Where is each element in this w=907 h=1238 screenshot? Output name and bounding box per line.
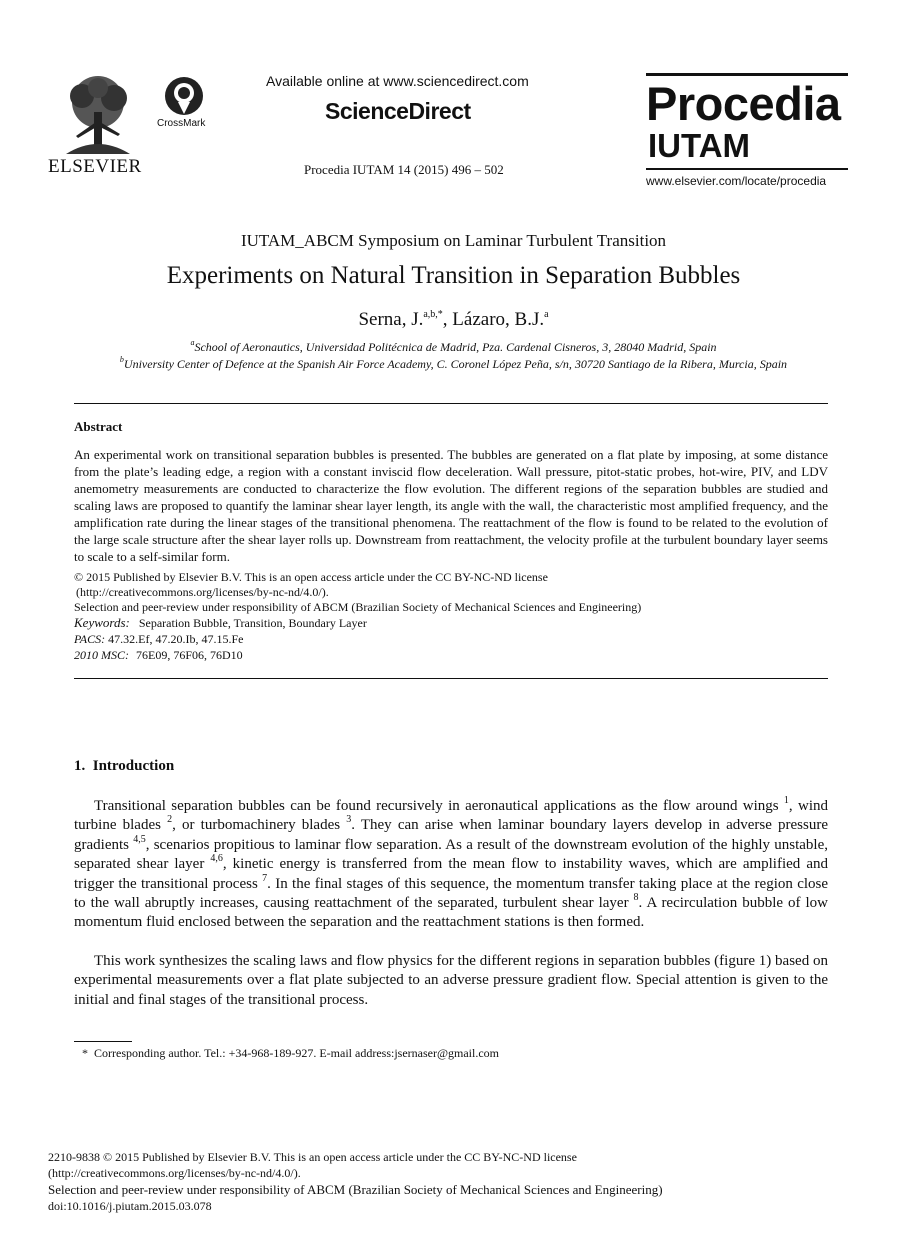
symposium-name: IUTAM_ABCM Symposium on Laminar Turbulent Transition [240,231,667,250]
available-online-text: Available online at www.sciencedirect.com [266,73,529,89]
keywords-label: Keywords: [74,615,130,630]
abstract-license-link[interactable]: (http://creativecommons.org/licenses/by-nc-nd/4.0/). [76,585,329,599]
affil-b-mark: b [119,355,124,364]
sciencedirect-wordmark[interactable]: ScienceDirect [325,98,471,124]
p1-text-8: . A recirculation bubble of low momentum fluid enclosed between the separation and the reattachment stations is then formed. [74,895,828,931]
keywords-value: Separation Bubble, Transition, Boundary Layer [138,616,367,630]
journal-citation: Procedia IUTAM 14 (2015) 496 – 502 [304,162,504,177]
footnote-corresponding-author [82,1046,499,1061]
affiliation-a [0,340,907,355]
abstract-peer-review: Selection and peer-review under responsibility of ABCM (Brazilian Society of Mechanical Sciences and Engineering) [74,600,642,614]
author-separator: , [442,309,453,330]
elsevier-tree-logo [52,74,144,158]
abstract-top-rule [74,403,828,404]
journal-top-rule [646,73,848,76]
crossmark-label: CrossMark [157,118,206,129]
journal-name-procedia: Procedia [646,77,841,130]
intro-paragraph-1 [74,797,828,933]
p1-text-3: , or turbomachinery blades [172,817,347,834]
crossmark-icon[interactable] [162,76,206,116]
abstract-body: An experimental work on transitional separation bubbles is presented. The bubbles are generated on a flat plate by imposing, at some distance from the plate’s leading edge, a region with a constant inviscid flow deceleration. Wall pressure, pitot-static probes, hot-wire, PIV, and LDV anemometry measurements are conducted to characterize the flow evolution. The different regions of the separation bubbles are studied and scaling laws are proposed to quantify the laminar shear layer length, its angle with the wall, the characteristic most amplified frequency, and the amplification rate during the linear stages of the transitional phenomena. The reattachment of the flow is found to be related to the evolution of the large scale structure after the shear layer rolls up. Downstream from reattachment, the velocity profile at the turbulent boundary layer seems to scale to a self-similar form. [74,447,828,564]
footer-license-link[interactable]: (http://creativecommons.org/licenses/by-nc-nd/4.0/). [48,1166,301,1180]
abstract-heading: Abstract [74,419,123,434]
ref-4-6[interactable]: 4,6 [210,853,223,865]
journal-url[interactable]: www.elsevier.com/locate/procedia [646,174,827,188]
ref-2[interactable]: 2 [167,814,173,826]
footnote-text: Corresponding author. Tel.: +34-968-189-927. E-mail address:jsernaser@gmail.com [94,1046,500,1060]
author-1-affil: a,b,* [423,308,443,320]
journal-bottom-rule [646,168,848,170]
pacs-label: PACS: [74,632,106,646]
paper-title: Experiments on Natural Transition in Separation Bubbles [166,262,741,289]
journal-name-iutam: IUTAM [648,127,751,164]
publisher-wordmark: ELSEVIER [48,156,142,177]
affiliation-b [0,357,907,372]
p1-text-6: , kinetic energy is transferred from the mean flow to instability waves, which are amplified and trigger the transitional process [74,856,828,892]
author-2-affil: a [544,308,549,320]
section-heading-introduction: 1. Introduction [74,758,175,774]
affil-a-text: School of Aeronautics, Universidad Politécnica de Madrid, Pza. Cardenal Cisneros, 3, 28040 Madrid, Spain [194,340,717,354]
footer-doi[interactable]: doi:10.1016/j.piutam.2015.03.078 [48,1199,212,1213]
ref-8[interactable]: 8 [633,892,639,904]
ref-1[interactable]: 1 [783,795,789,806]
keywords-line [74,615,367,631]
msc-line [74,648,243,663]
ref-3[interactable]: 3 [346,814,352,826]
msc-label: 2010 MSC: [74,648,129,662]
abstract-copyright: © 2015 Published by Elsevier B.V. This is an open access article under the CC BY-NC-ND license [74,570,548,584]
p1-text-4: . They can arise when laminar boundary layers develop in adverse pressure gradients [74,817,829,853]
footer-issn: 2210-9838 © 2015 Published by Elsevier B.V. This is an open access article under the CC BY-NC-ND license [48,1150,577,1164]
p1-text-2: , wind turbine blades [74,798,828,834]
authors [0,309,907,331]
p1-text-7: . In the final stages of this sequence, the momentum transfer taking place at the region close to the wall abruptly increases, causing reattachment of the separated, turbulent shear layer [74,875,829,912]
affil-a-mark: a [190,338,195,347]
footnote-rule [74,1041,132,1042]
author-2: Lázaro, B.J. [452,309,545,330]
ref-4-5[interactable]: 4,5 [133,833,146,845]
pacs-value: 47.32.Ef, 47.20.Ib, 47.15.Fe [108,632,244,646]
affil-b-text: University Center of Defence at the Spanish Air Force Academy, C. Coronel López Peña, s/n, 30720 Santiago de la Ribera, Murcia, Spain [123,357,788,371]
ref-7[interactable]: 7 [262,872,268,884]
abstract-bottom-rule [74,678,828,679]
author-1: Serna, J. [358,309,424,330]
footnote-mark: * [82,1046,88,1060]
p1-text-1: Transitional separation bubbles can be found recursively in aeronautical applications as the flow around wings [94,798,784,814]
footer-peer-review: Selection and peer-review under responsibility of ABCM (Brazilian Society of Mechanical Sciences and Engineering) [48,1182,663,1197]
pacs-line [74,632,243,647]
p1-text-5: , scenarios propitious to laminar flow separation. As a result of the downstream evolution of the highly unstable, separated shear layer [74,836,828,873]
msc-value: 76E09, 76F06, 76D10 [136,648,243,662]
intro-paragraph-2: This work synthesizes the scaling laws and flow physics for the different regions in separation bubbles (figure 1) based on experimental measurements over a flat plate subjected to an adverse pressure gradient flow. Special attention is given to the initial and final stages of the transitional process. [74,953,828,1008]
